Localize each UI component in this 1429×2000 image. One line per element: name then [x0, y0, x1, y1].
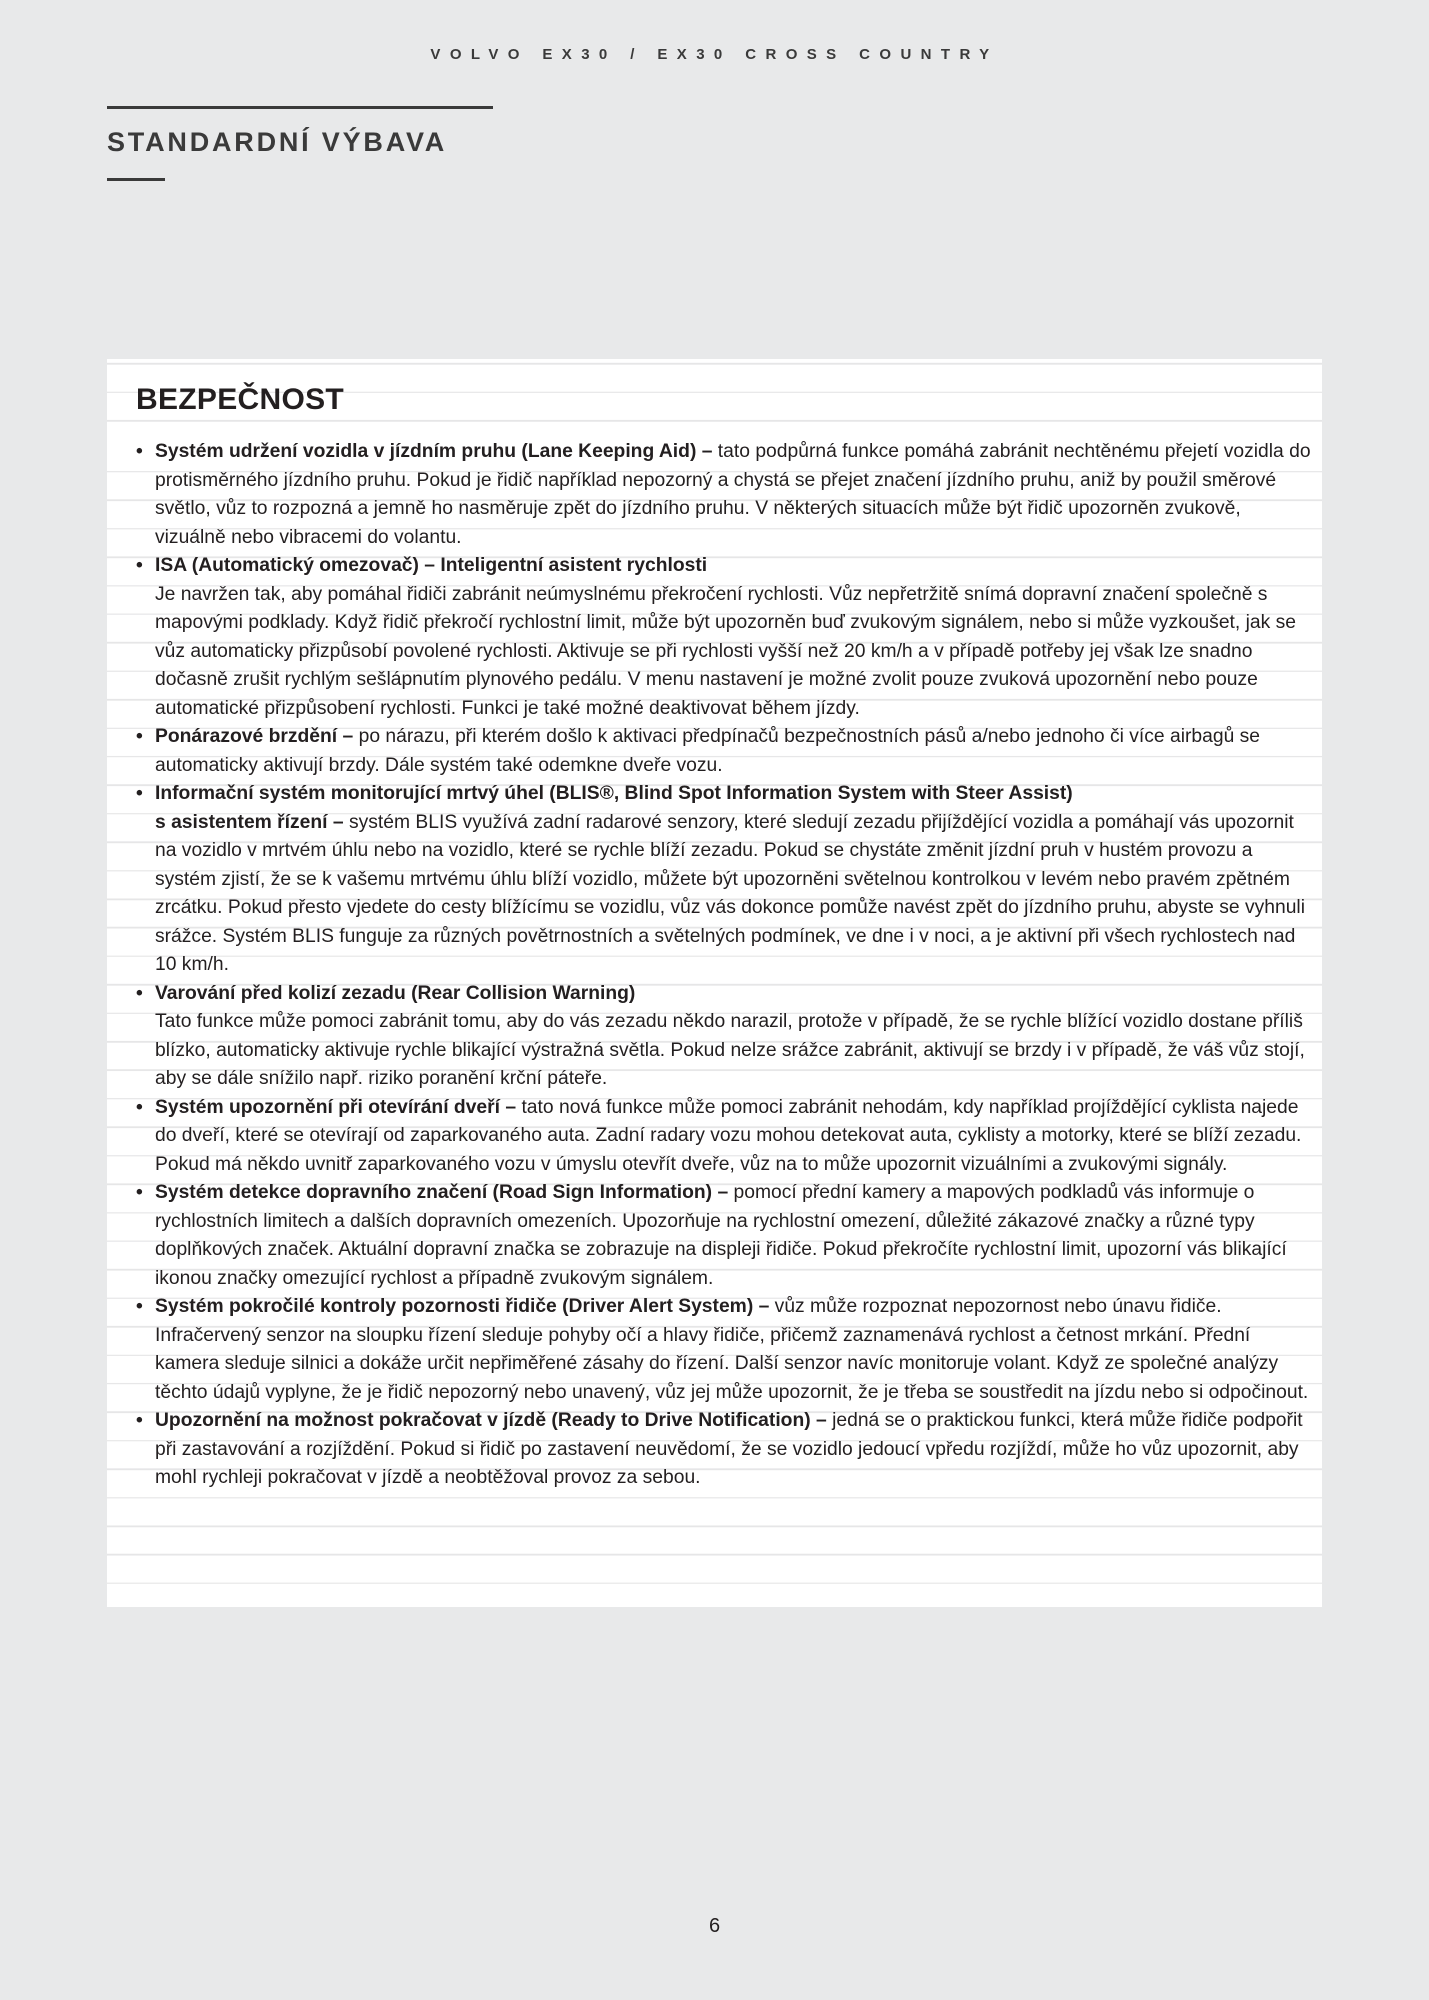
item-text: vůz může rozpoznat nepozornost nebo únavu řidiče. Infračervený senzor na sloupku řízení sleduje pohyby očí a hlavy řidiče, přičemž zaznamenává rychlost a četnost mrkání. Přední kamera sleduje silnici a dokáže určit nepřiměřené zásahy do řízení. Další senzor navíc monitoruje volant. Když ze společné analýzy těchto údajů vyplyne, že je řidič nepozorný nebo unavený, vůz jej může upozornit, že je třeba se soustředit na jízdu nebo si odpočinout. — [155, 1296, 1309, 1403]
item-title: • ISA (Automatický omezovač) – Inteligentní asistent rychlosti — [155, 555, 708, 576]
item-title: Systém detekce dopravního značení (Road Sign Information) – — [155, 1182, 729, 1203]
item-title: Upozornění na možnost pokračovat v jízdě (Ready to Drive Notification) – — [155, 1410, 827, 1431]
item-text: pomocí přední kamery a mapových podkladů vás informuje o rychlostních limitech a dalších dopravních omezeních. Upozorňuje na rychlostní omezení, důležité zákazové značky a různé typy doplňkových značek. Aktuální dopravní značka se zobrazuje na displeji řidiče. Pokud překročíte rychlostní limit, upozorní vás blikající ikonou značky omezující rychlost a případně zvukovým signálem. — [155, 1182, 1287, 1289]
feature-list — [136, 438, 1311, 1493]
item-text: Je navržen tak, aby pomáhal řidiči zabránit neúmyslnému překročení rychlosti. Vůz nepřetržitě snímá dopravní značení společně s mapovými podklady. Když řidič překročí rychlostní limit, může být upozorněn buď zvukovým signálem, nebo si může vyzkoušet, jak se vůz automaticky přizpůsobí povolené rychlosti. Aktivuje se při rychlosti vyšší než 20 km/h a v případě potřeby jej však lze snadno dočasně zrušit rychlým sešlápnutím plynového pedálu. V menu nastavení je možné zvolit pouze zvuková upozornění nebo pouze automatické přizpůsobení rychlosti. Funkci je také možné deaktivovat během jízdy. — [155, 583, 1296, 719]
item-text: tato nová funkce může pomoci zabránit nehodám, kdy například projíždějící cyklista najede do dveří, které se otevírají od zaparkovaného auta. Zadní radary vozu mohou detekovat auta, cyklisty a motorky, které se blíží zezadu. Pokud má někdo uvnitř zaparkovaného vozu v úmyslu otevřít dveře, vůz na to může upozornit vizuálními a zvukovými signály. — [155, 1096, 1302, 1175]
item-title-continued: s asistentem řízení – — [155, 811, 344, 833]
list-item — [136, 1407, 1311, 1493]
item-title: Ponárazové brzdění – — [155, 726, 354, 747]
item-title: Systém udržení vozidla v jízdním pruhu (Lane Keeping Aid) – — [155, 441, 713, 462]
list-item — [136, 780, 1311, 980]
item-text: tato podpůrná funkce pomáhá zabránit nechtěnému přejetí vozidla do protisměrného jízdního pruhu. Pokud je řidič například nepozorný a chystá se přejet značení jízdního pruhu, aniž by použil směrové světlo, vůz to rozpozná a jemně ho nasměruje zpět do jízdního pruhu. V některých situacích může být řidič upozorněn zvukově, vizuálně nebo vibracemi do volantu. — [155, 441, 1311, 548]
title-underline — [107, 178, 165, 181]
header-rule — [107, 106, 493, 109]
safety-panel — [107, 359, 1322, 1607]
item-title: Systém pokročilé kontroly pozornosti řidiče (Driver Alert System) – — [155, 1296, 770, 1317]
item-text: po nárazu, při kterém došlo k aktivaci předpínačů bezpečnostních pásů a/nebo jednoho či více airbagů se automaticky aktivují brzdy. Dále systém také odemkne dveře vozu. — [155, 726, 1261, 776]
page-title: STANDARDNÍ VÝBAVA — [107, 127, 448, 157]
list-item — [136, 552, 1311, 723]
list-item — [136, 1293, 1311, 1407]
item-text: Tato funkce může pomoci zabránit tomu, aby do vás zezadu někdo narazil, protože v případě, že se rychle blížící vozidlo dostane příliš blízko, automaticky aktivuje rychle blikající výstražná světla. Pokud nelze srážce zabránit, aktivují se brzdy i v případě, že váš vůz stojí, aby se dále snížilo např. riziko poranění krční páteře. — [155, 1011, 1305, 1089]
panel-heading: BEZPEČNOST — [136, 383, 345, 416]
brand-header: VOLVO EX30 / EX30 CROSS COUNTRY — [430, 46, 999, 63]
list-item — [136, 438, 1311, 552]
list-item — [136, 980, 1311, 1094]
item-title: • Varování před kolizí zezadu (Rear Collision Warning) — [155, 982, 636, 1004]
item-title: • Informační systém monitorující mrtvý úhel (BLIS®, Blind Spot Information System with Steer Assist) — [155, 783, 1073, 804]
item-text: systém BLIS využívá zadní radarové senzory, které sledují zezadu přijíždějící vozidla a pomáhají vás upozornit na vozidlo v mrtvém úhlu nebo na vozidlo, které se rychle blíží zezadu. Pokud se chystáte změnit jízdní pruh v hustém provozu a systém zjistí, že se k vašemu mrtvému úhlu blíží vozidlo, můžete být upozorněni světelnou kontrolkou v levém nebo pravém zpětném zrcátku. Pokud přesto vjedete do cesty blížícímu se vozidlu, vůz vás dokonce pomůže navést zpět do jízdního pruhu, abyste se vyhnuli srážce. Systém BLIS funguje za různých povětrnostních a světelných podmínek, ve dne i v noci, a je aktivní při všech rychlostech nad 10 km/h. — [155, 811, 1306, 975]
list-item — [136, 1179, 1311, 1293]
item-text: jedná se o praktickou funkci, která může řidiče podpořit při zastavování a rozjíždění. Pokud si řidič po zastavení neuvědomí, že se vozidlo jedoucí vpředu rozjíždí, může ho vůz upozornit, aby mohl rychleji pokračovat v jízdě a neobtěžoval provoz za sebou. — [155, 1410, 1303, 1488]
list-item — [136, 1094, 1311, 1180]
list-item — [136, 723, 1311, 780]
item-title: Systém upozornění při otevírání dveří – — [155, 1096, 517, 1118]
page-number: 6 — [708, 1915, 721, 1937]
